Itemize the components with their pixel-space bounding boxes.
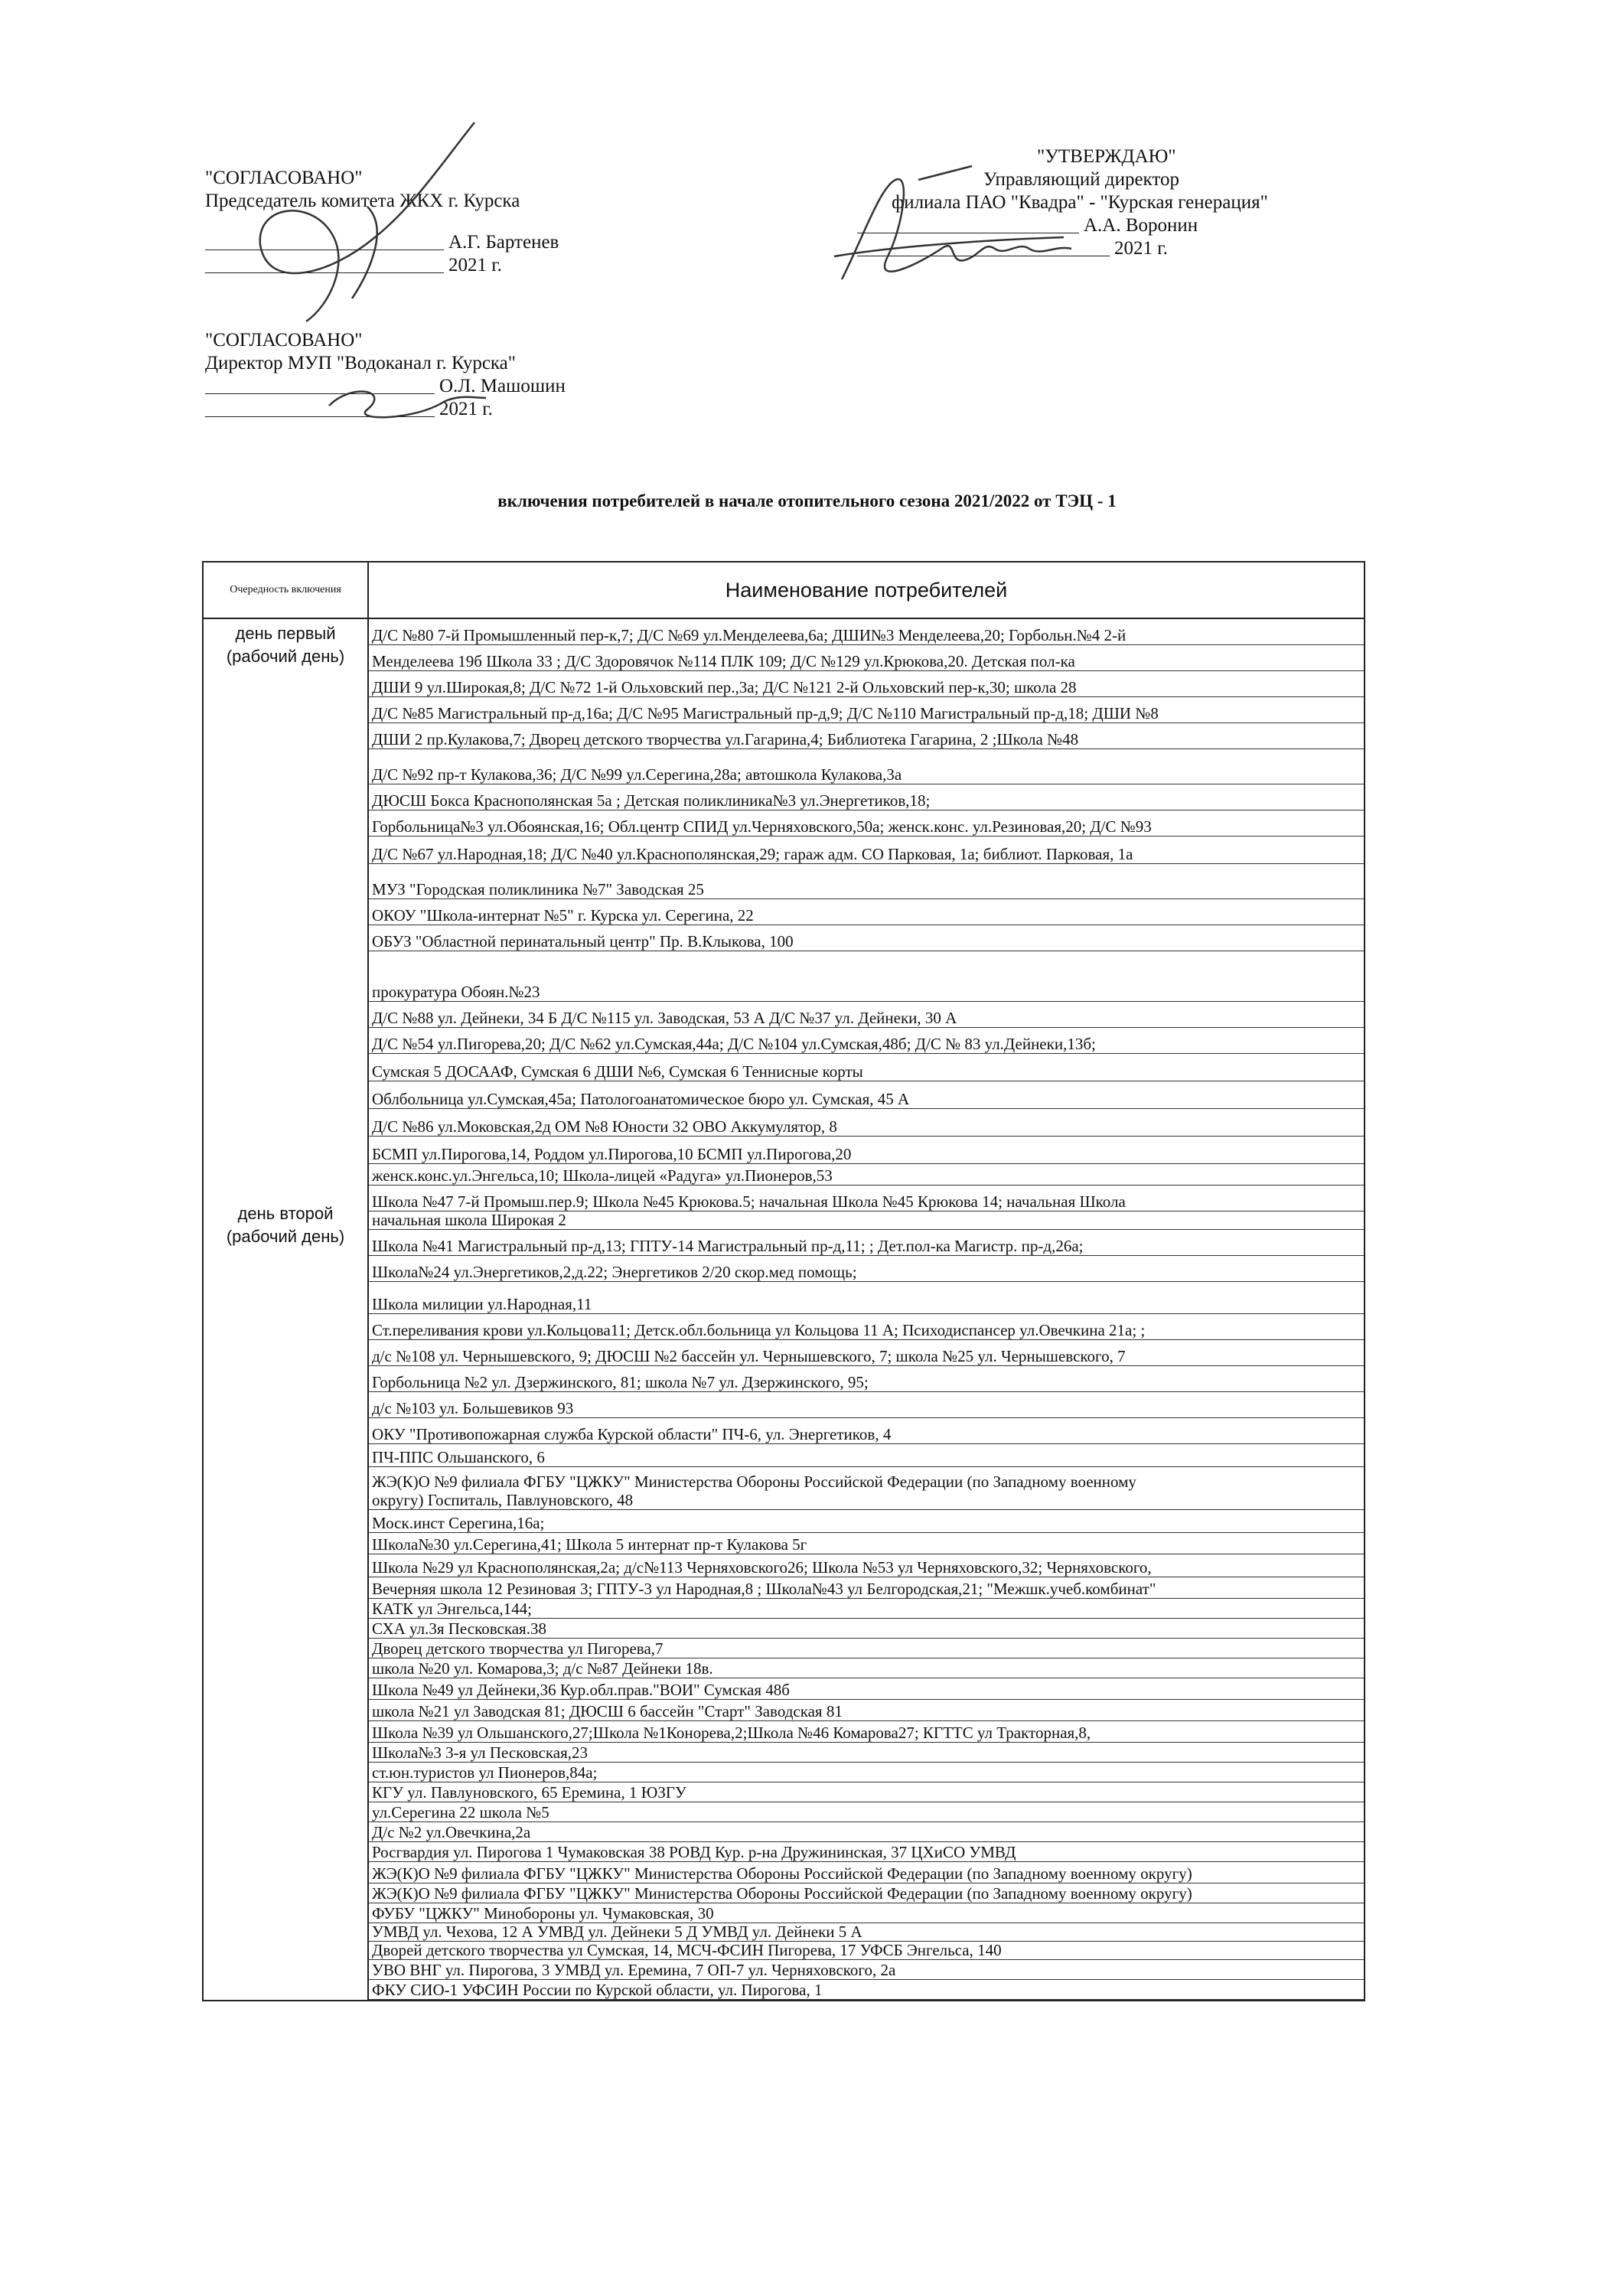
signature-voronin xyxy=(819,165,1079,302)
consumer-row: Ст.переливания крови ул.Кольцова11; Детск.обл.больница ул Кольцова 11 А; Психодиспансер ул.Овечкина 21а; ; xyxy=(369,1314,1364,1340)
consumer-row: Д/С №67 ул.Народная,18; Д/С №40 ул.Краснополянская,29; гараж адм. СО Парковая, 1а; библиот. Парковая, 1а xyxy=(369,837,1364,864)
consumer-row: Школа№30 ул.Серегина,41; Школа 5 интернат пр-т Кулакова 5г xyxy=(369,1533,1364,1554)
approval-position: Директор МУП "Водоканал г. Курска" xyxy=(205,353,516,373)
consumer-row: Д/С №92 пр-т Кулакова,36; Д/С №99 ул.Серегина,28а; автошкола Кулакова,3а xyxy=(369,749,1364,784)
consumer-row: КГУ ул. Павлуновского, 65 Еремина, 1 ЮЗГУ xyxy=(369,1782,1364,1802)
consumer-row: КАТК ул Энгельса,144; xyxy=(369,1599,1364,1619)
document-title: включения потребителей в начале отопительного сезона 2021/2022 от ТЭЦ - 1 xyxy=(497,491,1117,510)
consumer-row: Росгвардия ул. Пирогова 1 Чумаковская 38 РОВД Кур. р-на Дружининская, 37 ЦХиСО УМВД xyxy=(369,1842,1364,1862)
consumer-row: Д/С №86 ул.Моковская,2д ОМ №8 Юности 32 ОВО Аккумулятор, 8 xyxy=(369,1109,1364,1137)
approval-org: филиала ПАО "Квадра" - "Курская генерация" xyxy=(892,192,1268,213)
consumer-row: Школа №29 ул Краснополянская,2а; д/с№113 Черняховского26; Школа №53 ул Черняховского,32; Черняховского, xyxy=(369,1554,1364,1577)
consumer-row: УМВД ул. Чехова, 12 А УМВД ул. Дейнеки 5 Д УМВД ул. Дейнеки 5 А xyxy=(369,1923,1364,1942)
consumer-row: ОКОУ "Школа-интернат №5" г. Курска ул. Серегина, 22 xyxy=(369,899,1364,925)
consumer-row: Школа №49 ул Дейнеки,36 Кур.обл.прав."ВОИ" Сумская 48б xyxy=(369,1678,1364,1700)
consumer-row: Школа №41 Магистральный пр-д,13; ГПТУ-14 Магистральный пр-д,11; ; Дет.пол-ка Магистр. пр-д,26а; xyxy=(369,1230,1364,1256)
consumer-row: ФКУ СИО-1 УФСИН России по Курской области, ул. Пирогова, 1 xyxy=(369,1980,1364,2000)
consumer-row: ЖЭ(К)О №9 филиала ФГБУ "ЦЖКУ" Министерства Обороны Российской Федерации (по Западному военному округу) xyxy=(369,1862,1364,1883)
consumer-row: ДЮСШ Бокса Краснополянская 5а ; Детская поликлиника№3 ул.Энергетиков,18; xyxy=(369,784,1364,810)
consumer-row: Школа №39 ул Ольшанского,27;Школа №1Конорева,2;Школа №46 Комарова27; КГТТС ул Тракторная,8, xyxy=(369,1721,1364,1743)
consumer-row: Моск.инст Серегина,16а; xyxy=(369,1510,1364,1533)
approval-position: Председатель комитета ЖКХ г. Курска xyxy=(205,191,520,211)
approval-signer: О.Л. Машошин xyxy=(439,376,566,396)
consumer-row: Школа милиции ул.Народная,11 xyxy=(369,1282,1364,1314)
consumer-row: ФУБУ "ЦЖКУ" Минобороны ул. Чумаковская, 30 xyxy=(369,1903,1364,1923)
consumer-row: Облбольница ул.Сумская,45а; Патологоанатомическое бюро ул. Сумская, 45 А xyxy=(369,1081,1364,1109)
consumer-row: ЖЭ(К)О №9 филиала ФГБУ "ЦЖКУ" Министерства Обороны Российской Федерации (по Западному военному округу) Госпиталь, Павлуновского, 48 xyxy=(369,1467,1364,1510)
consumer-row: школа №21 ул Заводская 81; ДЮСШ 6 бассейн "Старт" Заводская 81 xyxy=(369,1700,1364,1721)
consumer-row: Д/С №80 7-й Промышленный пер-к,7; Д/С №69 ул.Менделеева,6а; ДШИ№3 Менделеева,20; Горбольн.№4 2-й xyxy=(369,618,1364,645)
consumer-row: Д/С №88 ул. Дейнеки, 34 Б Д/С №115 ул. Заводская, 53 А Д/С №37 ул. Дейнеки, 30 А xyxy=(369,1002,1364,1028)
approval-status: "СОГЛАСОВАНО" xyxy=(205,330,363,351)
order-column xyxy=(204,563,369,2000)
approval-year: 2021 г. xyxy=(448,255,502,276)
consumer-row: Школа №47 7-й Промыш.пер.9; Школа №45 Крюкова.5; начальная Школа №45 Крюкова 14; начальная Школа xyxy=(369,1186,1364,1212)
consumer-row: БСМП ул.Пирогова,14, Роддом ул.Пирогова,10 БСМП ул.Пирогова,20 xyxy=(369,1137,1364,1164)
consumer-row: ул.Серегина 22 школа №5 xyxy=(369,1802,1364,1822)
consumer-row: Д/С №85 Магистральный пр-д,16а; Д/С №95 Магистральный пр-д,9; Д/С №110 Магистральный пр-д,18; ДШИ №8 xyxy=(369,697,1364,723)
signature-bartenev xyxy=(237,115,482,337)
consumer-row: Сумская 5 ДОСААФ, Сумская 6 ДШИ №6, Сумская 6 Теннисные корты xyxy=(369,1054,1364,1081)
consumer-row: Горбольница №2 ул. Дзержинского, 81; школа №7 ул. Дзержинского, 95; xyxy=(369,1366,1364,1392)
approval-year: 2021 г. xyxy=(439,399,493,419)
consumer-row: ЖЭ(К)О №9 филиала ФГБУ "ЦЖКУ" Министерства Обороны Российской Федерации (по Западному военному округу) xyxy=(369,1883,1364,1903)
approval-year: 2021 г. xyxy=(1114,238,1168,259)
approval-status: "СОГЛАСОВАНО" xyxy=(205,168,363,188)
approval-status: "УТВЕРЖДАЮ" xyxy=(1037,146,1176,167)
consumer-row: ОКУ "Противопожарная служба Курской области" ПЧ-6, ул. Энергетиков, 4 xyxy=(369,1418,1364,1444)
consumer-row: ОБУЗ "Областной перинатальный центр" Пр. В.Клыкова, 100 xyxy=(369,925,1364,951)
consumer-row: Дворей детского творчества ул Сумская, 14, МСЧ-ФСИН Пигорева, 17 УФСБ Энгельса, 140 xyxy=(369,1942,1364,1960)
approval-position: Управляющий директор xyxy=(983,169,1179,190)
consumer-row: Школа№24 ул.Энергетиков,2,д.22; Энергетиков 2/20 скор.мед помощь; xyxy=(369,1256,1364,1282)
consumer-row: начальная школа Широкая 2 xyxy=(369,1212,1364,1230)
consumer-row: Дворец детского творчества ул Пигорева,7 xyxy=(369,1639,1364,1658)
consumer-row: Менделеева 19б Школа 33 ; Д/С Здоровячок №114 ПЛК 109; Д/С №129 ул.Крюкова,20. Детская пол-ка xyxy=(369,645,1364,671)
consumer-row: ст.юн.туристов ул Пионеров,84а; xyxy=(369,1763,1364,1782)
consumer-row: Д/с №2 ул.Овечкина,2а xyxy=(369,1822,1364,1842)
consumer-row: Вечерняя школа 12 Резиновая 3; ГПТУ-3 ул Народная,8 ; Школа№43 ул Белгородская,21; "Межшк.учеб.комбинат" xyxy=(369,1577,1364,1599)
consumer-row: прокуратура Обоян.№23 xyxy=(369,951,1364,1002)
consumer-row: Школа№3 3-я ул Песковская,23 xyxy=(369,1743,1364,1763)
consumers-column-header: Наименование потребителей xyxy=(369,563,1364,619)
signature-mashoshin xyxy=(321,375,490,429)
consumer-row: ПЧ-ППС Ольшанского, 6 xyxy=(369,1444,1364,1467)
consumer-row: д/с №103 ул. Большевиков 93 xyxy=(369,1392,1364,1418)
consumer-row: СХА ул.3я Песковская.38 xyxy=(369,1619,1364,1639)
consumer-row: УВО ВНГ ул. Пирогова, 3 УМВД ул. Еремина, 7 ОП-7 ул. Черняховского, 2а xyxy=(369,1960,1364,1980)
consumer-row: МУЗ "Городская поликлиника №7" Заводская 25 xyxy=(369,864,1364,899)
phase-day-two: день второй (рабочий день) xyxy=(226,1204,345,1246)
consumer-row: женск.конс.ул.Энгельса,10; Школа-лицей «Радуга» ул.Пионеров,53 xyxy=(369,1164,1364,1186)
consumer-row: д/с №108 ул. Чернышевского, 9; ДЮСШ №2 бассейн ул. Чернышевского, 7; школа №25 ул. Чернышевского, 7 xyxy=(369,1340,1364,1366)
consumer-row: ДШИ 2 пр.Кулакова,7; Дворец детского творчества ул.Гагарина,4; Библиотека Гагарина, 2 ;Школа №48 xyxy=(369,723,1364,749)
consumers-table xyxy=(202,561,1365,2001)
consumer-row: школа №20 ул. Комарова,3; д/с №87 Дейнеки 18в. xyxy=(369,1658,1364,1678)
consumer-row: ДШИ 9 ул.Широкая,8; Д/С №72 1-й Ольховский пер.,3а; Д/С №121 2-й Ольховский пер-к,30; школа 28 xyxy=(369,671,1364,697)
phase-day-one: день первый (рабочий день) xyxy=(226,624,345,666)
consumer-row: Горбольница№3 ул.Обоянская,16; Обл.центр СПИД ул.Черняховского,50а; женск.конс. ул.Резиновая,20; Д/С №93 xyxy=(369,810,1364,837)
approval-signer: А.Г. Бартенев xyxy=(448,232,559,253)
order-column-header: Очередность включения xyxy=(204,563,367,619)
consumer-row: Д/С №54 ул.Пигорева,20; Д/С №62 ул.Сумская,44а; Д/С №104 ул.Сумская,48б; Д/С № 83 ул.Дейнеки,13б; xyxy=(369,1028,1364,1054)
approval-signer: А.А. Воронин xyxy=(1084,215,1198,236)
